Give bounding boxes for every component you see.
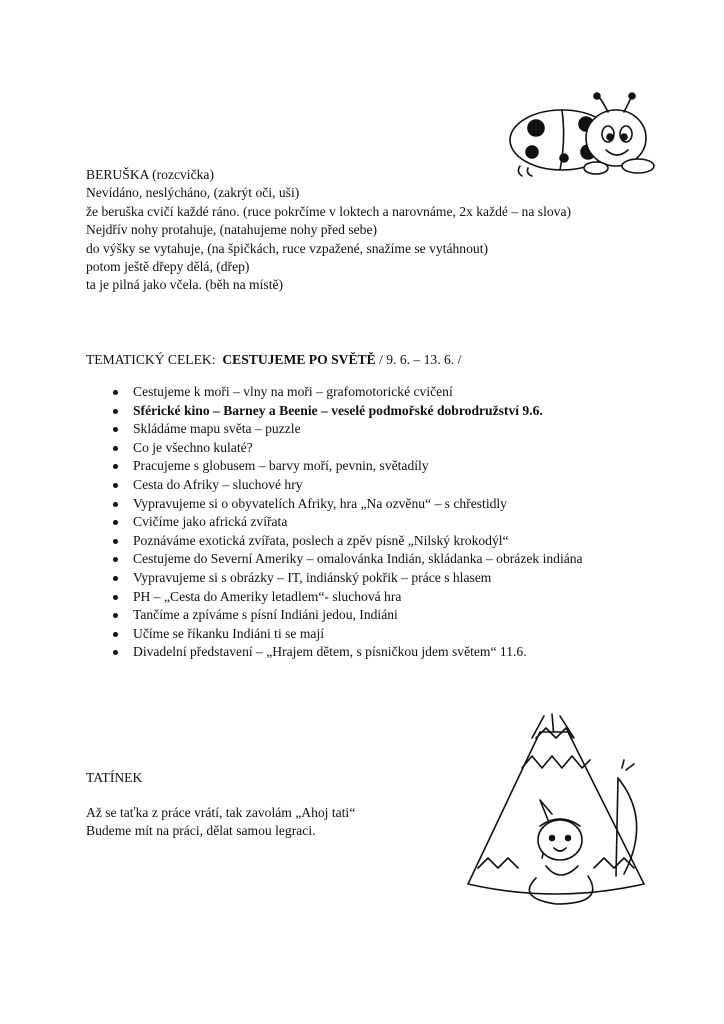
list-item-text: Sférické kino – Barney a Beenie – veselé podmořské dobrodružství 9.6. — [133, 402, 543, 418]
list-item — [86, 588, 646, 607]
list-item — [86, 550, 646, 569]
bullet-icon — [113, 390, 118, 395]
theme-title: CESTUJEME PO SVĚTĚ — [222, 352, 376, 367]
bullet-icon — [113, 613, 118, 618]
poem-beruska-line: do výšky se vytahuje, (na špičkách, ruce vzpažené, snažíme se vytáhnout) — [86, 240, 489, 256]
list-item-text: Skládáme mapu světa – puzzle — [133, 421, 301, 437]
bullet-icon — [113, 595, 118, 600]
list-item — [86, 569, 646, 588]
list-item-text: Cvičíme jako africká zvířata — [133, 514, 288, 530]
list-item — [86, 476, 646, 495]
list-item-text: Vypravujeme si o obyvatelích Afriky, hra „Na ozvěnu“ – s chřestidly — [133, 495, 507, 511]
list-item-text: Vypravujeme si s obrázky – IT, indiánský pokřik – práce s hlasem — [133, 569, 492, 585]
teepee-illustration — [456, 708, 656, 918]
list-item-text: PH – „Cesta do Ameriky letadlem“- sluchová hra — [133, 588, 402, 604]
theme-dates: / 9. 6. – 13. 6. / — [379, 352, 462, 367]
bullet-icon — [113, 483, 118, 488]
list-item-text: Cestujeme do Severní Ameriky – omalovánka Indián, skládanka – obrázek indiána — [133, 551, 583, 567]
bullet-icon — [113, 502, 118, 507]
poem-beruska-line: Nevídáno, neslýcháno, (zakrýt oči, uši) — [86, 185, 300, 201]
list-item-text: Tančíme a zpíváme s písní Indiáni jedou, Indiáni — [133, 607, 398, 623]
list-item — [86, 532, 646, 551]
poem-beruska — [86, 166, 686, 295]
list-item — [86, 495, 646, 514]
list-item — [86, 513, 646, 532]
list-item — [86, 383, 646, 402]
bullet-icon — [113, 632, 118, 637]
theme-prefix: TEMATICKÝ CELEK: — [86, 352, 216, 367]
list-item — [86, 402, 646, 421]
list-item-text: Poznáváme exotická zvířata, poslech a zpěv písně „Nilský krokodýl“ — [133, 532, 509, 548]
poem-tatinek-line: Budeme mít na práci, dělat samou legraci. — [86, 823, 316, 839]
list-item — [86, 606, 646, 625]
poem-tatinek-title: TATÍNEK — [86, 770, 143, 785]
bullet-icon — [113, 557, 118, 562]
list-item-text: Učíme se říkanku Indiáni ti se mají — [133, 625, 325, 641]
bullet-icon — [113, 539, 118, 544]
poem-beruska-title: BERUŠKA (rozcvička) — [86, 167, 214, 182]
bullet-icon — [113, 650, 118, 655]
poem-beruska-line: ta je pilná jako včela. (běh na místě) — [86, 277, 284, 293]
bullet-icon — [113, 520, 118, 525]
list-item — [86, 420, 646, 439]
bullet-icon — [113, 464, 118, 469]
poem-beruska-line: Nejdřív nohy protahuje, (natahujeme nohy před sebe) — [86, 222, 378, 238]
theme-heading — [86, 352, 461, 368]
list-item-text: Cesta do Afriky – sluchové hry — [133, 476, 303, 492]
topics-list — [86, 383, 646, 662]
poem-tatinek-line: Až se taťka z práce vrátí, tak zavolám „Ahoj tati“ — [86, 805, 356, 820]
list-item — [86, 439, 646, 458]
bullet-icon — [113, 409, 118, 414]
bullet-icon — [113, 446, 118, 451]
list-item-text: Co je všechno kulaté? — [133, 439, 253, 455]
list-item-text: Divadelní představení – „Hrajem dětem, s písničkou jdem světem“ 11.6. — [133, 644, 527, 660]
poem-beruska-line: potom ještě dřepy dělá, (dřep) — [86, 259, 250, 275]
list-item — [86, 625, 646, 644]
list-item-text: Cestujeme k moři – vlny na moři – grafomotorické cvičení — [133, 384, 453, 399]
list-item — [86, 457, 646, 476]
poem-tatinek — [86, 804, 355, 841]
poem-beruska-line: že beruška cvičí každé ráno. (ruce pokrčíme v loktech a narovnáme, 2x každé – na slova) — [86, 203, 572, 219]
list-item-text: Pracujeme s globusem – barvy moří, pevnin, světadíly — [133, 458, 429, 474]
list-item — [86, 643, 646, 662]
bullet-icon — [113, 576, 118, 581]
bullet-icon — [113, 427, 118, 432]
